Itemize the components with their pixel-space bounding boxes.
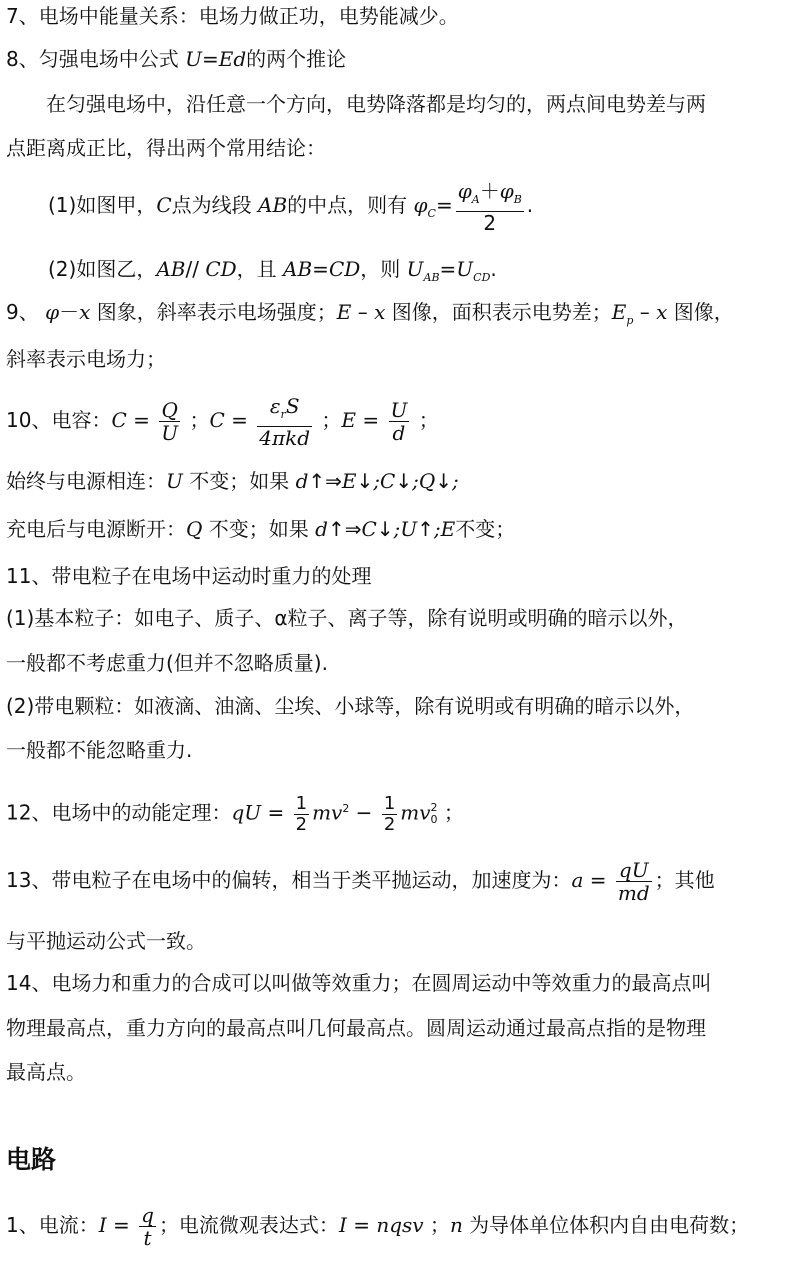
item-14-line2: 物理最高点，重力方向的最高点叫几何最高点。圆周运动通过最高点指的是物理 <box>6 1016 706 1040</box>
item-10-connected: 始终与电源相连：U 不变；如果 d↑⇒E↓;C↓;Q↓; <box>6 469 459 493</box>
section-heading-circuit: 电路 <box>6 1145 57 1174</box>
item-9-line1: 9、 φ－x 图象，斜率表示电场强度；E – x 图像，面积表示电势差；$E_p$ – x 图像， <box>6 300 734 327</box>
capacitance-fraction: $\varepsilon_rS$ 4πkd <box>259 393 311 450</box>
item-12: 12、电场中的动能定理：qU = $\frac{1}{2}$ $mv^2$ − $\frac{1}{2}$ mv 2 0 ； <box>6 792 464 835</box>
item-11-basic-particles: (1)基本粒子：如电子、质子、α粒子、离子等，除有说明或明确的暗示以外， <box>6 606 688 630</box>
circuit-item-1: 1、电流：I = $\frac{q}{t}$ ；电流微观表达式：I = nqsv ；n 为导体单位体积内自由电荷数； <box>6 1203 750 1250</box>
item-13-line1: 13、带电粒子在电场中的偏转，相当于类平抛运动，加速度为：a = $\frac{qU}{md}$ ；其他 <box>6 858 715 905</box>
item-9-line2: 斜率表示电场力； <box>6 347 166 371</box>
item-11-basic-particles-cont: 一般都不考虑重力(但并不忽略质量). <box>6 651 328 675</box>
item-10-capacitance: 10、电容：C = $\frac{Q}{U}$ ；C = $\varepsilon_rS$ 4πkd ；E = $\frac{U}{d}$ ； <box>6 393 439 450</box>
item-8-title: 8、匀强电场中公式 U=Ed的两个推论 <box>6 47 347 71</box>
item-13-line2: 与平抛运动公式一致。 <box>6 929 206 953</box>
item-7: 7、电场中能量关系：电场力做正功，电势能减少。 <box>6 4 459 28</box>
q-over-t-fraction: $\frac{q}{t}$ <box>141 1203 154 1250</box>
item-11-charged-grains-cont: 一般都不能忽略重力. <box>6 738 193 762</box>
u-over-d-fraction: $\frac{U}{d}$ <box>390 398 408 445</box>
item-14-line1: 14、电场力和重力的合成可以叫做等效重力；在圆周运动中等效重力的最高点叫 <box>6 971 712 995</box>
half-fraction-1: $\frac{1}{2}$ <box>295 792 308 835</box>
item-8-paragraph-line2: 点距离成正比，得出两个常用结论： <box>6 136 326 160</box>
acceleration-fraction: $\frac{qU}{md}$ <box>617 858 650 905</box>
item-11-charged-grains: (2)带电颗粒：如液滴、油滴、尘埃、小球等，除有说明或有明确的暗示以外， <box>6 694 695 718</box>
q-over-u-fraction: $\frac{Q}{U}$ <box>161 398 179 445</box>
conclusion-1: (1)如图甲，C点为线段 AB的中点，则有 $\varphi_C=$ $\frac{\varphi_A+\varphi_B}{2}$ . <box>48 178 534 235</box>
half-fraction-2: $\frac{1}{2}$ <box>383 792 396 835</box>
item-8-paragraph-line1: 在匀强电场中，沿任意一个方向，电势降落都是均匀的，两点间电势差与两 <box>46 92 706 116</box>
item-10-disconnected: 充电后与电源断开：Q 不变；如果 d↑⇒C↓;U↑;E不变； <box>6 517 516 541</box>
item-14-line3: 最高点。 <box>6 1060 86 1084</box>
phi-mean-fraction: $\frac{\varphi_A+\varphi_B}{2}$ <box>457 178 522 235</box>
item-11-title: 11、带电粒子在电场中运动时重力的处理 <box>6 564 372 588</box>
conclusion-2: (2)如图乙，AB// CD，且 AB=CD，则 $U_{AB}=U_{CD}$. <box>48 257 497 284</box>
